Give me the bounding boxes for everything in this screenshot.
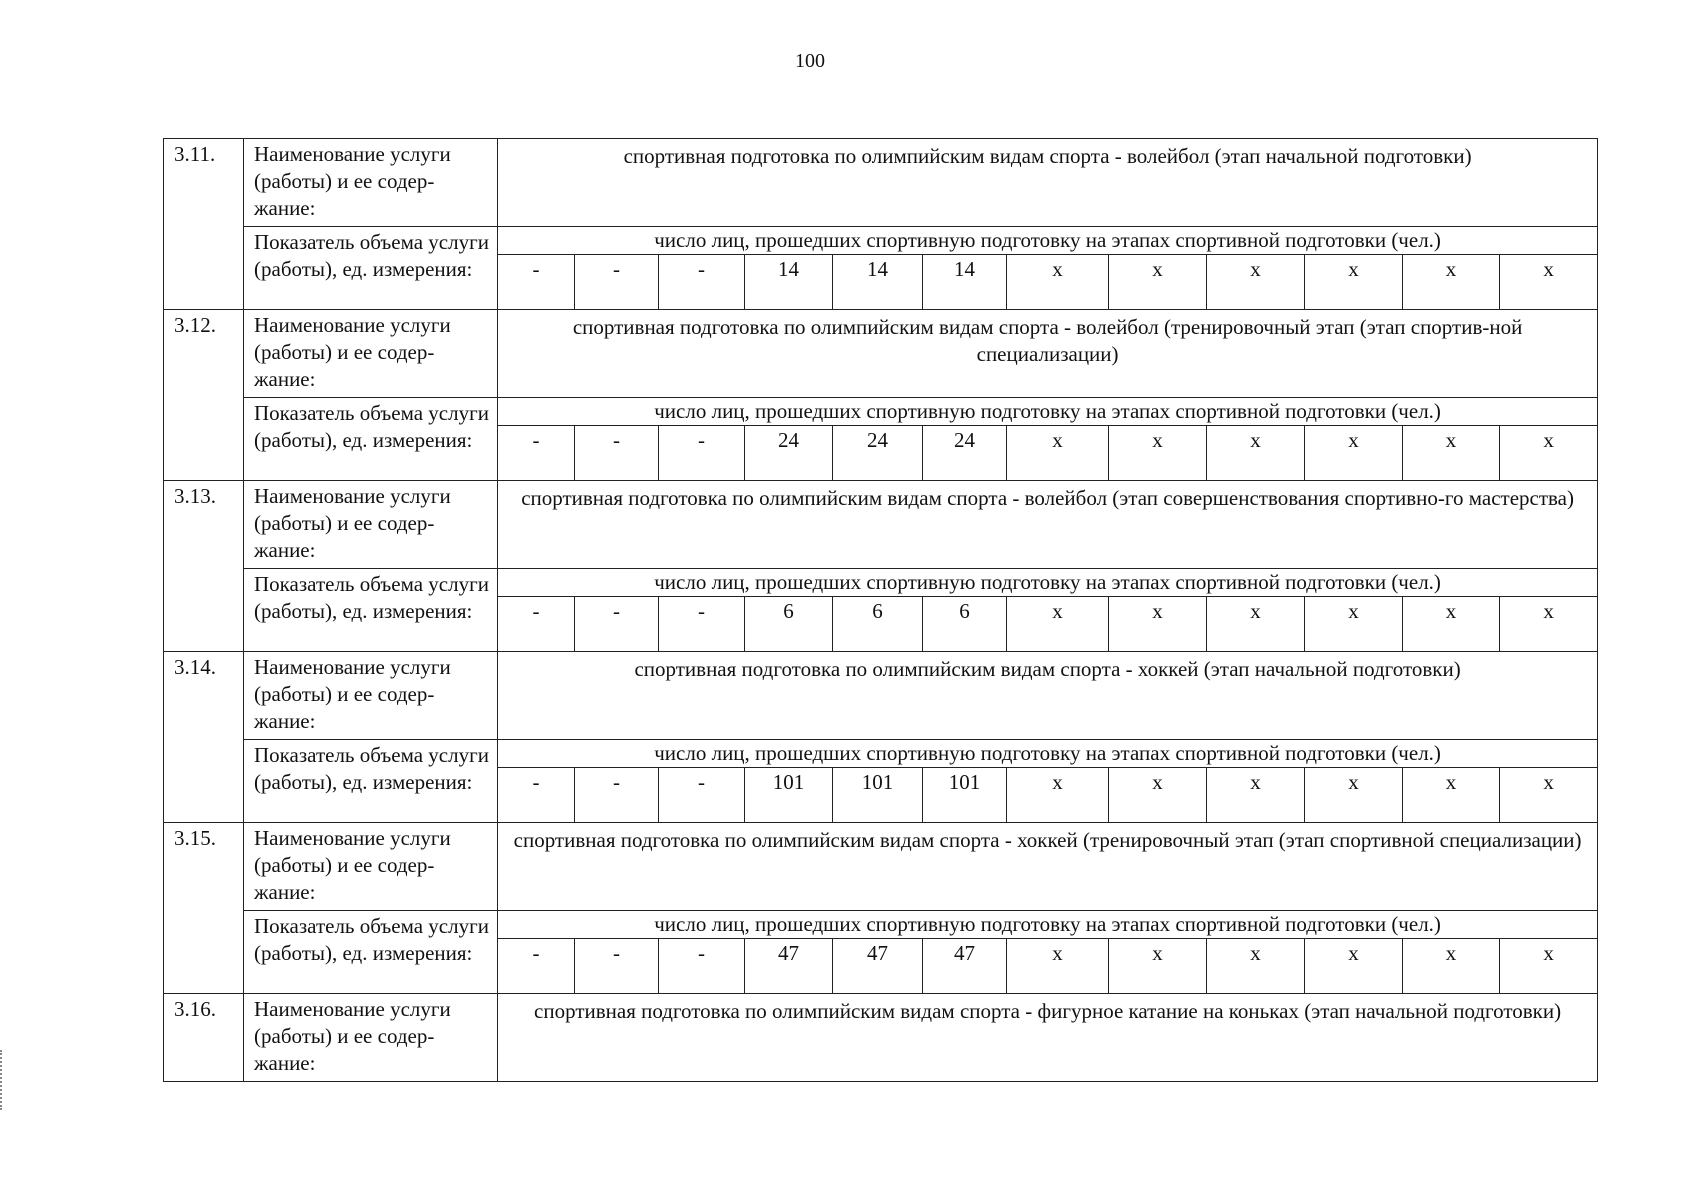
indicator-label: Показатель объема услуги (работы), ед. измерения: (244, 398, 498, 481)
page-number: 100 (795, 50, 825, 72)
value-cell: 24 (923, 426, 1007, 481)
value-cell: - (659, 426, 745, 481)
value-cell: x (1207, 768, 1305, 823)
value-cell: - (498, 939, 575, 994)
value-cell: 14 (923, 255, 1007, 310)
value-cell: x (1207, 597, 1305, 652)
value-cell: 6 (833, 597, 923, 652)
value-cell: - (659, 768, 745, 823)
value-cell: x (1207, 426, 1305, 481)
value-cell: x (1109, 939, 1207, 994)
section-row (164, 823, 1598, 911)
value-cell: 101 (833, 768, 923, 823)
value-cell: x (1305, 939, 1403, 994)
value-cell: - (498, 597, 575, 652)
section-number: 3.16. (164, 994, 244, 1082)
indicator-title-row (164, 227, 1598, 255)
value-cell: - (498, 426, 575, 481)
indicator-title-row (164, 569, 1598, 597)
service-description: спортивная подготовка по олимпийским видам спорта - хоккей (этап начальной подготовки) (498, 652, 1598, 740)
value-cell: 101 (745, 768, 833, 823)
value-cell: - (575, 426, 659, 481)
value-cell: - (659, 255, 745, 310)
value-cell: x (1007, 255, 1109, 310)
value-cell: - (575, 768, 659, 823)
value-cell: x (1500, 597, 1598, 652)
value-cell: x (1207, 939, 1305, 994)
section-number: 3.13. (164, 481, 244, 652)
value-cell: - (498, 255, 575, 310)
section-number: 3.11. (164, 139, 244, 310)
value-cell: x (1007, 597, 1109, 652)
value-cell: x (1500, 426, 1598, 481)
section-row (164, 139, 1598, 227)
service-description: спортивная подготовка по олимпийским видам спорта - фигурное катание на коньках (этап начальной подготовки) (498, 994, 1598, 1082)
value-cell: x (1305, 426, 1403, 481)
service-name-label: Наименование услуги (работы) и ее содер-жание: (244, 652, 498, 740)
service-name-label: Наименование услуги (работы) и ее содер-жание: (244, 994, 498, 1082)
indicator-title: число лиц, прошедших спортивную подготовку на этапах спортивной подготовки (чел.) (498, 569, 1598, 597)
value-cell: - (498, 768, 575, 823)
indicator-title-row (164, 398, 1598, 426)
service-name-label: Наименование услуги (работы) и ее содер-жание: (244, 823, 498, 911)
value-cell: 101 (923, 768, 1007, 823)
value-cell: 24 (833, 426, 923, 481)
value-cell: x (1403, 768, 1500, 823)
value-cell: 24 (745, 426, 833, 481)
indicator-label: Показатель объема услуги (работы), ед. измерения: (244, 227, 498, 310)
service-description: спортивная подготовка по олимпийским видам спорта - хоккей (тренировочный этап (этап спортивной специализации) (498, 823, 1598, 911)
value-cell: x (1007, 939, 1109, 994)
indicator-title-row (164, 740, 1598, 768)
indicator-title: число лиц, прошедших спортивную подготовку на этапах спортивной подготовки (чел.) (498, 398, 1598, 426)
value-cell: x (1403, 255, 1500, 310)
indicator-title: число лиц, прошедших спортивную подготовку на этапах спортивной подготовки (чел.) (498, 911, 1598, 939)
value-cell: x (1403, 939, 1500, 994)
value-cell: - (575, 939, 659, 994)
indicator-label: Показатель объема услуги (работы), ед. измерения: (244, 911, 498, 994)
section-number: 3.14. (164, 652, 244, 823)
section-row (164, 481, 1598, 569)
indicator-title: число лиц, прошедших спортивную подготовку на этапах спортивной подготовки (чел.) (498, 740, 1598, 768)
indicator-title: число лиц, прошедших спортивную подготовку на этапах спортивной подготовки (чел.) (498, 227, 1598, 255)
service-name-label: Наименование услуги (работы) и ее содер-жание: (244, 481, 498, 569)
value-cell: - (575, 597, 659, 652)
value-cell: 6 (745, 597, 833, 652)
value-cell: x (1403, 597, 1500, 652)
service-description: спортивная подготовка по олимпийским видам спорта - волейбол (тренировочный этап (этап спортив-ной специализации) (498, 310, 1598, 398)
indicator-label: Показатель объема услуги (работы), ед. измерения: (244, 569, 498, 652)
indicator-title-row (164, 911, 1598, 939)
section-row (164, 310, 1598, 398)
value-cell: x (1403, 426, 1500, 481)
value-cell: x (1305, 768, 1403, 823)
value-cell: x (1305, 597, 1403, 652)
value-cell: x (1305, 255, 1403, 310)
section-number: 3.15. (164, 823, 244, 994)
section-row (164, 652, 1598, 740)
value-cell: 47 (923, 939, 1007, 994)
indicator-label: Показатель объема услуги (работы), ед. измерения: (244, 740, 498, 823)
table-body (164, 139, 1598, 1082)
value-cell: 47 (745, 939, 833, 994)
value-cell: x (1007, 768, 1109, 823)
section-row (164, 994, 1598, 1082)
value-cell: x (1207, 255, 1305, 310)
service-name-label: Наименование услуги (работы) и ее содер-жание: (244, 310, 498, 398)
value-cell: 47 (833, 939, 923, 994)
value-cell: x (1500, 768, 1598, 823)
value-cell: x (1500, 939, 1598, 994)
value-cell: x (1109, 426, 1207, 481)
value-cell: 6 (923, 597, 1007, 652)
service-description: спортивная подготовка по олимпийским видам спорта - волейбол (этап начальной подготовки) (498, 139, 1598, 227)
service-description: спортивная подготовка по олимпийским видам спорта - волейбол (этап совершенствования спортивно-го мастерства) (498, 481, 1598, 569)
value-cell: 14 (745, 255, 833, 310)
section-number: 3.12. (164, 310, 244, 481)
value-cell: - (659, 597, 745, 652)
value-cell: x (1109, 768, 1207, 823)
value-cell: x (1500, 255, 1598, 310)
value-cell: x (1007, 426, 1109, 481)
value-cell: - (659, 939, 745, 994)
scan-edge-marks (0, 1050, 6, 1110)
value-cell: - (575, 255, 659, 310)
service-name-label: Наименование услуги (работы) и ее содер-жание: (244, 139, 498, 227)
value-cell: x (1109, 255, 1207, 310)
value-cell: 14 (833, 255, 923, 310)
value-cell: x (1109, 597, 1207, 652)
services-table (163, 138, 1598, 1082)
